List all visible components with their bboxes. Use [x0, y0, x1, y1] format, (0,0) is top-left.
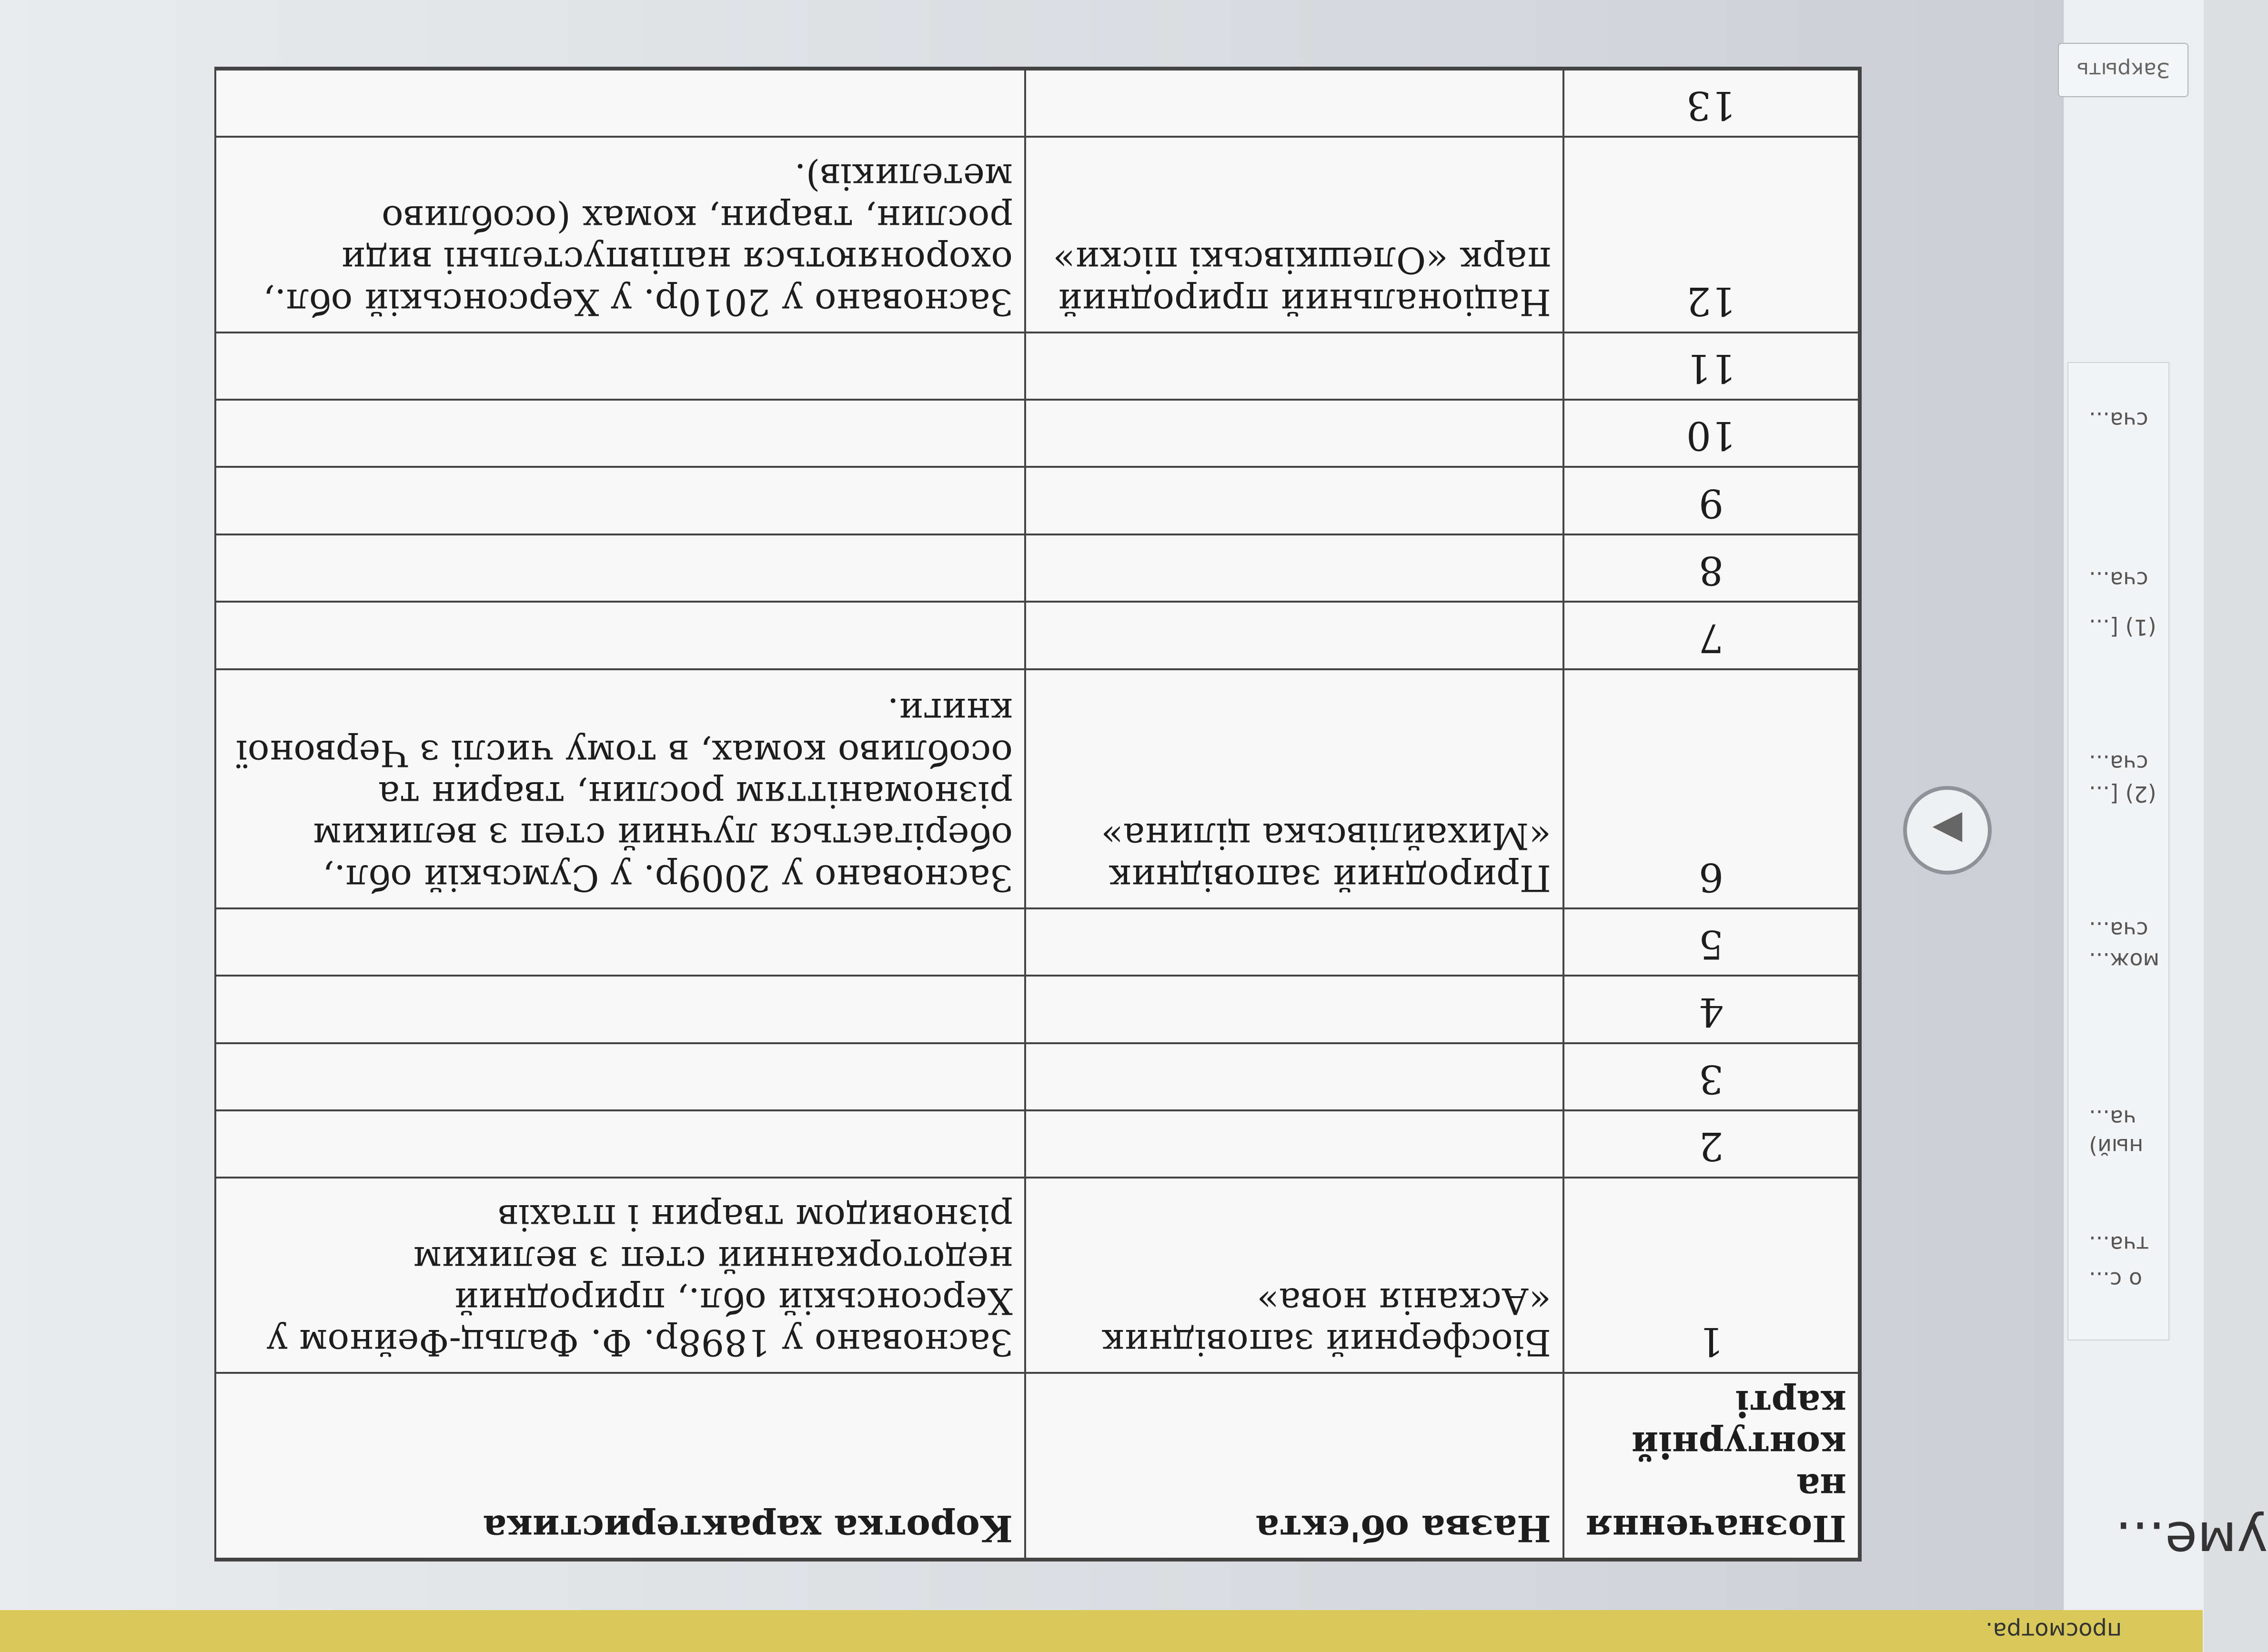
table-row — [215, 1110, 1859, 1178]
header-object-name: Назва об'єкта — [1025, 1373, 1563, 1559]
sidebar-item[interactable]: мож... — [2089, 948, 2160, 974]
object-description — [215, 400, 1025, 467]
table-row — [215, 1043, 1859, 1110]
sidebar-item[interactable]: сча... — [2089, 407, 2148, 433]
header-description: Коротка характеристика — [215, 1373, 1025, 1559]
object-description — [215, 908, 1025, 976]
object-name — [1025, 1043, 1563, 1110]
object-name: Біосферний заповідник «Асканія нова» — [1025, 1178, 1563, 1373]
row-number: 13 — [1563, 70, 1859, 137]
document-table — [214, 67, 1862, 1561]
nature-reserves-table — [214, 69, 1860, 1560]
object-name — [1025, 602, 1563, 669]
table-row — [215, 1178, 1859, 1373]
sidebar-title: уме... — [2115, 1510, 2268, 1571]
table-row — [215, 669, 1859, 908]
object-description — [215, 1043, 1025, 1110]
row-number: 5 — [1563, 908, 1859, 976]
table-row — [215, 400, 1859, 467]
object-description — [215, 70, 1025, 137]
object-name: Національний природний парк «Олешківські піски» — [1025, 137, 1563, 332]
object-description: Засновано у 2009р. у Сумській обл., оберігається лучний степ з великим різноманіттям рослин, тварин та особливо комах, в тому числі з Червоної книги. — [215, 669, 1025, 908]
sidebar-item[interactable]: тча... — [2089, 1231, 2149, 1257]
table-row — [215, 976, 1859, 1043]
object-name — [1025, 400, 1563, 467]
row-number: 11 — [1563, 332, 1859, 400]
row-number: 6 — [1563, 669, 1859, 908]
object-name — [1025, 908, 1563, 976]
sidebar-item[interactable]: ча... — [2089, 1105, 2137, 1131]
object-name — [1025, 332, 1563, 400]
object-description: Засновано у 1898р. Ф. Фальц-Фейном у Херсонській обл., природний недоторканний степ з великим різновидом тварин і птахів — [215, 1178, 1025, 1373]
object-name — [1025, 976, 1563, 1043]
row-number: 7 — [1563, 602, 1859, 669]
row-number: 2 — [1563, 1110, 1859, 1178]
sidebar-item[interactable]: сча... — [2089, 567, 2148, 593]
object-description — [215, 332, 1025, 400]
sidebar-list — [2067, 362, 2169, 1340]
bottom-bar — [0, 1610, 2203, 1652]
object-name — [1025, 467, 1563, 534]
table-row — [215, 908, 1859, 976]
object-name: Природний заповідник «Михайлівська цілина» — [1025, 669, 1563, 908]
sidebar-item[interactable]: (2) [... — [2089, 781, 2157, 807]
header-map-label: Позначення на контурній карті — [1563, 1373, 1859, 1559]
sidebar-item[interactable]: (1) [... — [2089, 614, 2157, 640]
sidebar-item[interactable]: ный) — [2089, 1134, 2144, 1159]
table-row — [215, 332, 1859, 400]
object-name — [1025, 1110, 1563, 1178]
sidebar-item[interactable]: о с... — [2089, 1267, 2142, 1293]
row-number: 8 — [1563, 534, 1859, 602]
close-button[interactable]: Закрыть — [2058, 43, 2188, 97]
object-description — [215, 602, 1025, 669]
object-description: Засновано у 2010р. у Херсонській обл., охороняються напівпустельні види рослин, тварин, комах (особливо метеликів). — [215, 137, 1025, 332]
table-row — [215, 602, 1859, 669]
play-icon[interactable]: ▶ — [1903, 786, 1992, 875]
bottom-bar-text: просмотра. — [1985, 1617, 2122, 1644]
table-row — [215, 137, 1859, 332]
row-number: 1 — [1563, 1178, 1859, 1373]
row-number: 9 — [1563, 467, 1859, 534]
object-name — [1025, 70, 1563, 137]
object-description — [215, 467, 1025, 534]
table-row — [215, 467, 1859, 534]
row-number: 10 — [1563, 400, 1859, 467]
table-header-row — [215, 1373, 1859, 1559]
row-number: 12 — [1563, 137, 1859, 332]
row-number: 4 — [1563, 976, 1859, 1043]
sidebar-item[interactable]: сча... — [2089, 750, 2148, 776]
object-description — [215, 1110, 1025, 1178]
object-description — [215, 976, 1025, 1043]
row-number: 3 — [1563, 1043, 1859, 1110]
object-name — [1025, 534, 1563, 602]
table-row — [215, 70, 1859, 137]
object-description — [215, 534, 1025, 602]
table-row — [215, 534, 1859, 602]
sidebar-item[interactable]: сча... — [2089, 917, 2148, 943]
